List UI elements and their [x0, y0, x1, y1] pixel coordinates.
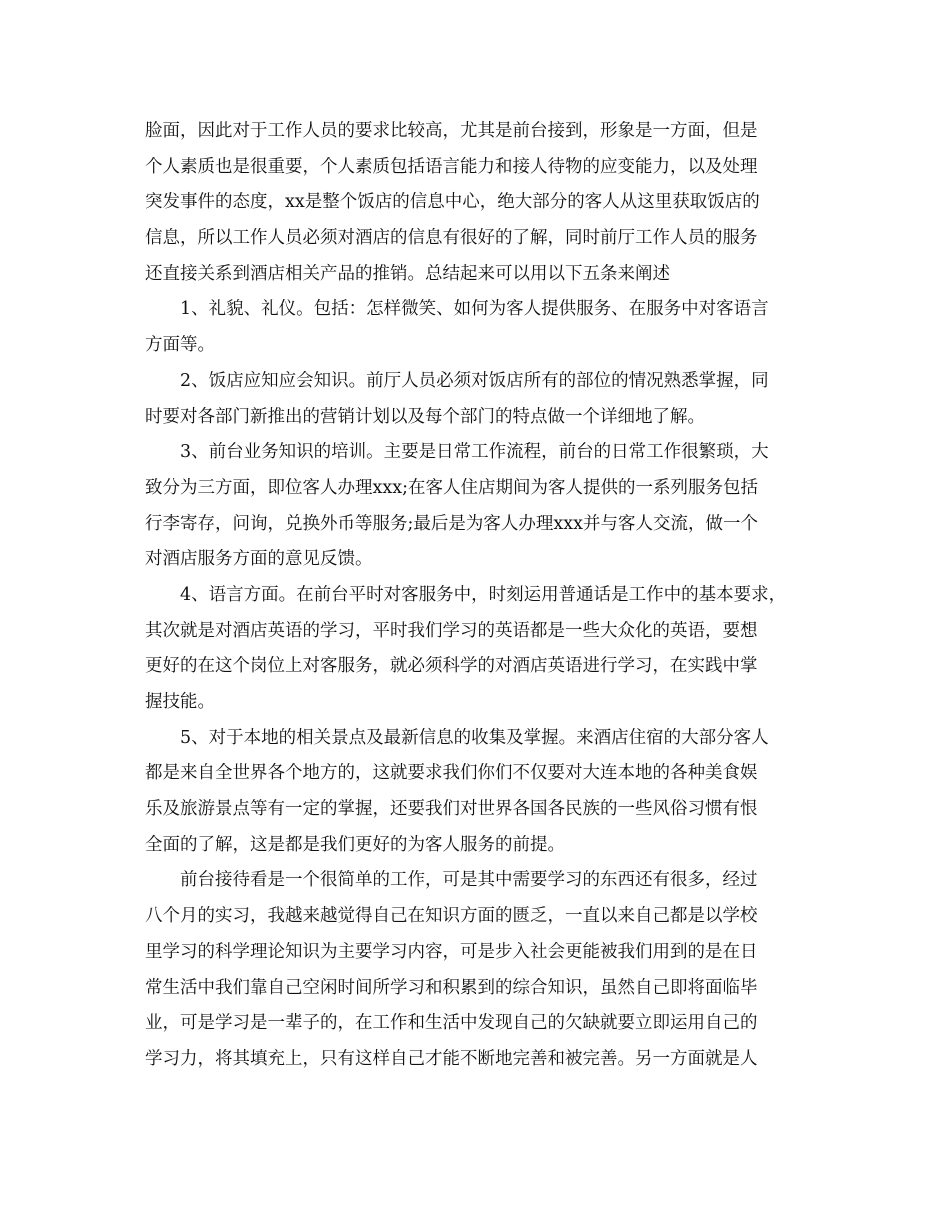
text-line: 个人素质也是很重要，个人素质包括语言能力和接人待物的应变能力，以及处理	[145, 156, 758, 177]
text-line: 全面的了解，这是都是我们更好的为客人服务的前提。	[145, 834, 565, 855]
text-line: 致分为三方面，即位客人办理xxx;在客人住店期间为客人提供的一系列服务包括	[145, 477, 759, 498]
text-line: 常生活中我们靠自己空闲时间所学习和积累到的综合知识，虽然自己即将面临毕	[145, 977, 758, 998]
text-line: 更好的在这个岗位上对客服务，就必须科学的对酒店英语进行学习，在实践中掌	[145, 656, 758, 677]
text-line: 其次就是对酒店英语的学习，平时我们学习的英语都是一些大众化的英语，要想	[145, 620, 758, 641]
text-line: 业，可是学习是一辈子的，在工作和生活中发现自己的欠缺就要立即运用自己的	[145, 1013, 758, 1034]
text-line: 乐及旅游景点等有一定的掌握，还要我们对世界各国各民族的一些风俗习惯有恨	[145, 799, 758, 820]
paragraph-first-line: 5、对于本地的相关景点及最新信息的收集及掌握。来酒店住宿的大部分客人	[180, 727, 769, 748]
text-line: 方面等。	[145, 335, 215, 356]
text-line: 都是来自全世界各个地方的，这就要求我们你们不仅要对大连本地的各种美食娱	[145, 763, 758, 784]
text-line: 握技能。	[145, 692, 215, 712]
text-line: 信息，所以工作人员必须对酒店的信息有很好的了解，同时前厅工作人员的服务	[145, 228, 758, 249]
text-line: 八个月的实习，我越来越觉得自己在知识方面的匮乏，一直以来自己都是以学校	[145, 906, 758, 927]
text-line: 时要对各部门新推出的营销计划以及每个部门的特点做一个详细地了解。	[145, 406, 705, 427]
paragraph-first-line: 前台接待看是一个很简单的工作，可是其中需要学习的东西还有很多，经过	[180, 870, 758, 891]
document-body	[145, 114, 815, 1078]
paragraph-first-line: 3、前台业务知识的培训。主要是日常工作流程，前台的日常工作很繁琐，大	[180, 442, 769, 463]
text-line: 里学习的科学理论知识为主要学习内容，可是步入社会更能被我们用到的是在日	[145, 941, 758, 962]
paragraph-first-line: 2、饭店应知应会知识。前厅人员必须对饭店所有的部位的情况熟悉掌握，同	[180, 370, 769, 391]
text-line: 突发事件的态度，xx是整个饭店的信息中心，绝大部分的客人从这里获取饭店的	[145, 192, 760, 213]
paragraph-first-line: 4、语言方面。在前台平时对客服务中，时刻运用普通话是工作中的基本要求，	[180, 584, 787, 605]
text-line: 行李寄存，问询，兑换外币等服务;最后是为客人办理xxx并与客人交流，做一个	[145, 513, 759, 534]
text-line: 对酒店服务方面的意见反馈。	[145, 549, 373, 570]
text-line: 脸面，因此对于工作人员的要求比较高，尤其是前台接到，形象是一方面，但是	[145, 121, 758, 141]
text-line: 还直接关系到酒店相关产品的推销。总结起来可以用以下五条来阐述	[145, 263, 670, 284]
text-line: 学习力，将其填充上，只有这样自己才能不断地完善和被完善。另一方面就是人	[145, 1048, 758, 1069]
paragraph-first-line: 1、礼貌、礼仪。包括：怎样微笑、如何为客人提供服务、在服务中对客语言	[180, 299, 769, 320]
